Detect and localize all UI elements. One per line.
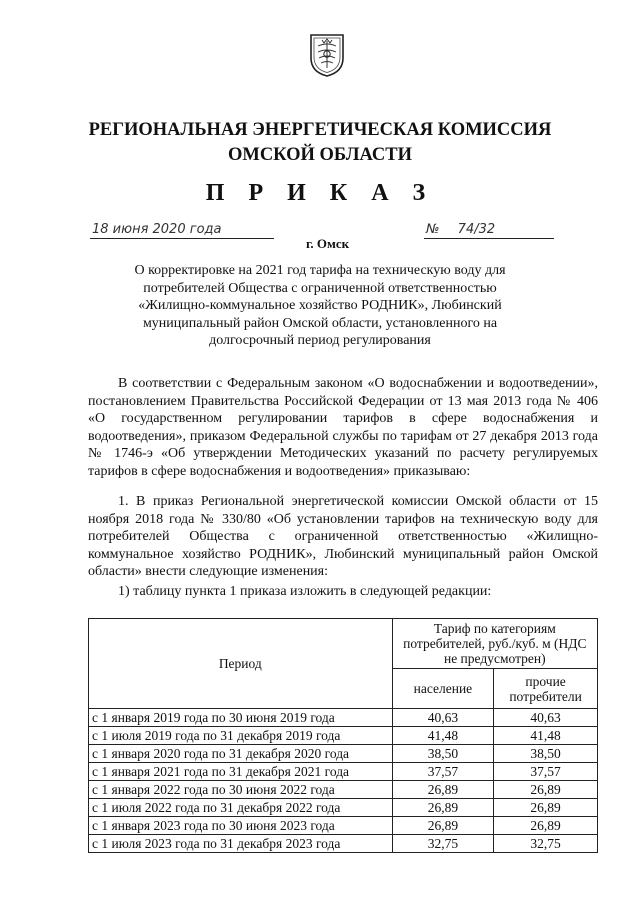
population-cell: 40,63 xyxy=(392,709,494,727)
item-1-paragraph: 1. В приказ Региональной энергетической комиссии Омской области от 15 ноября 2018 года № 330/80 «Об установлении тарифов на техническую воду для потребителей Общества с ограниченной ответственностью «Жилищно-коммунальное хозяйство РОДНИК», Любинский муниципальный район Омской области» внести следующие изменения: xyxy=(88,494,598,579)
header-population: население xyxy=(392,669,494,709)
population-cell: 41,48 xyxy=(392,727,494,745)
period-cell: с 1 января 2021 года по 31 декабря 2021 года xyxy=(89,763,393,781)
org-name-line1: РЕГИОНАЛЬНАЯ ЭНЕРГЕТИЧЕСКАЯ КОМИССИЯ xyxy=(88,120,552,140)
document-date: 18 июня 2020 года xyxy=(90,222,274,239)
table-row xyxy=(89,781,598,799)
other-cell: 37,57 xyxy=(494,763,598,781)
period-cell: с 1 января 2023 года по 30 июня 2023 года xyxy=(89,817,393,835)
document-type-title: П Р И К А З xyxy=(205,180,435,206)
table-row xyxy=(89,745,598,763)
population-cell: 38,50 xyxy=(392,745,494,763)
header-other-consumers: прочие потребители xyxy=(494,669,598,709)
population-cell: 26,89 xyxy=(392,799,494,817)
other-cell: 40,63 xyxy=(494,709,598,727)
table-body xyxy=(89,709,598,853)
document-number xyxy=(424,222,554,239)
population-cell: 26,89 xyxy=(392,781,494,799)
item-1-subitem-1: 1) таблицу пункта 1 приказа изложить в следующей редакции: xyxy=(118,584,492,599)
org-name-line2: ОМСКОЙ ОБЛАСТИ xyxy=(227,145,413,165)
period-cell: с 1 июля 2022 года по 31 декабря 2022 года xyxy=(89,799,393,817)
period-cell: с 1 июля 2023 года по 31 декабря 2023 года xyxy=(89,835,393,853)
other-cell: 26,89 xyxy=(494,781,598,799)
other-cell: 38,50 xyxy=(494,745,598,763)
document-subject: О корректировке на 2021 год тарифа на техническую воду для потребителей Общества с ограниченной ответственностью «Жилищно-коммунальное хозяйство РОДНИК», Любинский муниципальный район Омской области, установленного на долгосрочный период регулирования xyxy=(134,263,506,348)
number-prefix: № xyxy=(426,222,440,237)
population-cell: 26,89 xyxy=(392,817,494,835)
population-cell: 37,57 xyxy=(392,763,494,781)
header-period: Период xyxy=(89,619,393,709)
table-row xyxy=(89,763,598,781)
population-cell: 32,75 xyxy=(392,835,494,853)
tariff-table xyxy=(88,618,598,853)
coat-of-arms-icon xyxy=(308,32,346,78)
period-cell: с 1 января 2019 года по 30 июня 2019 года xyxy=(89,709,393,727)
number-value: 74/32 xyxy=(457,222,496,237)
other-cell: 32,75 xyxy=(494,835,598,853)
other-cell: 26,89 xyxy=(494,817,598,835)
period-cell: с 1 июля 2019 года по 31 декабря 2019 года xyxy=(89,727,393,745)
other-cell: 26,89 xyxy=(494,799,598,817)
table-row xyxy=(89,799,598,817)
table-row xyxy=(89,817,598,835)
city-label: г. Омск xyxy=(306,236,350,251)
table-row xyxy=(89,835,598,853)
preamble-paragraph: В соответствии с Федеральным законом «О водоснабжении и водоотведении», постановлением Правительства Российской Федерации от 13 мая 2013 года № 406 «О государственном регулировании тарифов в сфере водоснабжения и водоотведения», приказом Федеральной службы по тарифам от 27 декабря 2013 года № 1746-э «Об утверждении Методических указаний по расчету регулируемых тарифов в сфере водоснабжения и водоотведения» приказываю: xyxy=(88,376,598,479)
other-cell: 41,48 xyxy=(494,727,598,745)
table-row xyxy=(89,709,598,727)
table-row xyxy=(89,727,598,745)
header-tariff: Тариф по категориям потребителей, руб./куб. м (НДС не предусмотрен) xyxy=(392,619,597,669)
period-cell: с 1 января 2022 года по 30 июня 2022 года xyxy=(89,781,393,799)
period-cell: с 1 января 2020 года по 31 декабря 2020 года xyxy=(89,745,393,763)
